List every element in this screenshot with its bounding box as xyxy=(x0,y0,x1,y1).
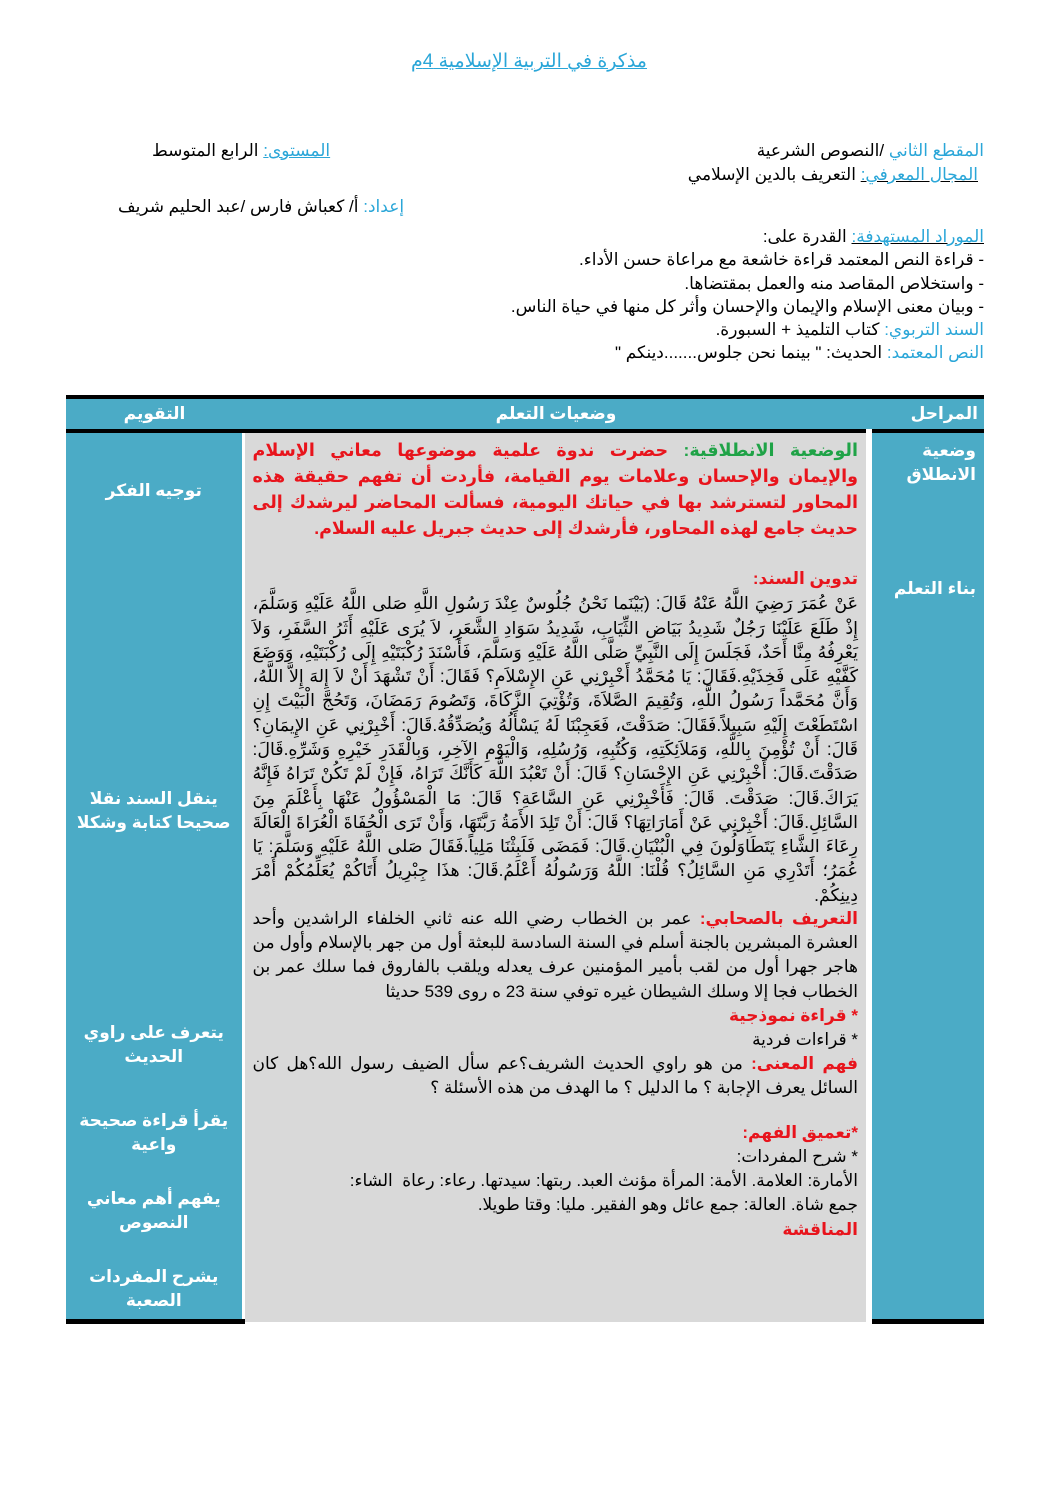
segment-value: /النصوص الشرعية xyxy=(756,141,885,160)
text-value: الحديث: " بينما نحن جلوس.......دينكم " xyxy=(614,343,883,363)
prepared-label: إعداد: xyxy=(363,197,405,216)
objective-item: - وبيان معنى الإسلام والإيمان والإحسان وأثر كل منها في حياة الناس. xyxy=(510,296,984,316)
companion-text: عمر بن الخطاب رضي الله عنه ثاني الخلفاء الراشدين وأحد العشرة المبشرين بالجنة أسلم في السنة السادسة للبعثة أول من جهر بالإسلام وأول من هاجر جهرا أول من لقب بأمير المؤمنين عرف يعدله ويلقب بالفاروق فما سلك عمر بن الخطاب فجا إلا وسلك الشيطان غيره توفي سنة 23 ه روى 539 حديثا xyxy=(252,909,858,1001)
evaluation-item: ينقل السند نقلا صحيحا كتابة وشكلا xyxy=(76,789,231,832)
resources-value: القدرة على: xyxy=(762,227,847,246)
header-evaluation: التقويم xyxy=(66,397,243,431)
support-label: السند التربوي: xyxy=(884,320,984,340)
resources-line xyxy=(384,225,984,248)
evaluation-text: توجيه الفكر xyxy=(105,481,202,500)
meaning-text: من هو راوي الحديث الشريف؟عم سأل الضيف رسول الله؟هل كان السائل يعرف الإجابة ؟ ما الدليل ؟ ما الهدف من هذه الأسئلة ؟ xyxy=(252,1054,858,1098)
table-row xyxy=(66,549,984,1322)
companion-paragraph xyxy=(253,907,859,1004)
situation-text: حضرت ندوة علمية موضوعها معاني الإسلام والإيمان والإحسان وعلامات يوم القيامة، فأردت أن تفهم حقيقة هذه المحاور لتسترشد بها في حياتك اليومية، فسألت المحاضر ليرشدك إلى حديث جامع لهذه المحاور، فأرشدك إلى حديث جبريل عليه السلام. xyxy=(252,440,858,538)
table-row xyxy=(66,431,984,549)
domain-value: التعريف بالدين الإسلامي xyxy=(687,165,856,184)
discussion-label: المناقشة xyxy=(782,1219,858,1239)
meaning-label: فهم المعنى: xyxy=(751,1054,859,1074)
stage-launch: وضعية الانطلاق xyxy=(869,431,984,549)
domain-label: المجال المعرفي: xyxy=(860,165,978,184)
launch-situation-cell xyxy=(243,431,869,549)
evaluation-item: يشرح المفردات الصعبة xyxy=(89,1267,219,1310)
meaning-paragraph xyxy=(253,1052,859,1100)
header-stages: المراحل xyxy=(869,397,984,431)
deepen-label: *تعميق الفهم: xyxy=(742,1122,858,1142)
situation-label: الوضعية الانطلاقية: xyxy=(683,440,858,460)
domain-line xyxy=(688,164,978,186)
level-line xyxy=(152,140,330,162)
segment-line xyxy=(757,140,984,162)
level-label: المستوى: xyxy=(263,141,331,160)
vocab-label: * شرح المفردات: xyxy=(736,1146,858,1166)
individual-reading: * قراءات فردية xyxy=(752,1030,858,1050)
sanad-label: تدوين السند: xyxy=(752,569,858,588)
text-line xyxy=(384,341,984,364)
model-reading: * قراءة نموذجية xyxy=(729,1005,858,1025)
segment-label: المقطع الثاني xyxy=(888,141,984,160)
document-title: مذكرة في التربية الإسلامية 4م xyxy=(411,51,647,72)
objective-item: - واستخلاص المقاصد منه والعمل بمقتضاها. xyxy=(684,273,984,293)
stage-build xyxy=(869,549,984,1322)
build-learning-cell xyxy=(243,549,869,1322)
objective-item: - قراءة النص المعتمد قراءة خاشعة مع مراعاة حسن الأداء. xyxy=(579,250,984,270)
prepared-line xyxy=(118,196,404,218)
companion-label: التعريف بالصحابي: xyxy=(699,909,859,929)
prepared-value: أ/ كعباش فارس /عبد الحليم شريف xyxy=(118,197,359,216)
evaluation-cell xyxy=(66,549,243,1322)
objectives-block xyxy=(384,225,984,365)
lesson-plan-table xyxy=(66,395,984,1324)
evaluation-item: يتعرف على راوي الحديث xyxy=(83,1023,224,1066)
header-learning: وضعيات التعلم xyxy=(243,397,869,431)
level-value: الرابع المتوسط xyxy=(152,141,259,160)
evaluation-item: يقرأ قراءة صحيحة واعية xyxy=(79,1111,229,1154)
evaluation-cell xyxy=(66,431,243,549)
evaluation-item: يفهم أهم معاني النصوص xyxy=(86,1189,221,1232)
text-label: النص المعتمد: xyxy=(886,343,984,363)
vocab-line: الأمارة: العلامة. الأمة: المرأة مؤنث العبد. ربتها: سيدتها. رعاء: رعاة الشاء: xyxy=(349,1171,858,1191)
hadith-text: عَنْ عُمَرَ رَضِيَ اللَّهُ عَنْهُ قَالَ: (بَيْنَما نَحْنُ جُلُوسٌ عِنْدَ رَسُولِ اللَّهِ صَلى اللَّهُ عَلَيْهِ وَسَلَّمَ، إِذْ طَلَعَ عَلَيْنَا رَجُلٌ شَدِيدُ بَيَاضِ الثِّيَابِ، شَدِيدُ سَوَادِ الشَّعَرِ، لاَ يُرَى عَلَيْهِ أَثَرُ السَّفَرِ، وَلاَ يَعْرِفُهُ مِنَّا أَحَدٌ، فَجَلَسَ إِلَى النَّبِيِّ صَلَّى اللَّهُ عَلَيْهِ وَسَلَّمَ، فَأَسْنَدَ رُكْبَتَيْهِ إِلَى رُكْبَتَيْهِ، وَوَضَعَ كَفَّيْهِ عَلَى فَخِذَيْهِ.فَقَالَ: يَا مُحَمَّدُ أَخْبِرْنِي عَنِ الإِسْلاَمِ؟ فَقَالَ: أَنْ تَشْهَدَ أَنْ لاَ إِلهَ إِلاَّ اللَّهُ، وَأَنَّ مُحَمَّداً رَسُولُ اللَّهِ، وَتُقِيمَ الصَّلاَةَ، وَتُؤْتِيَ الزَّكَاةَ، وَتَصُومَ رَمَضَانَ، وَتَحُجَّ الْبَيْتَ إِنِ اسْتَطَعْتَ إِلَيْهِ سَبِيلاً.فَقَالَ: صَدَقْتَ، فَعَجِبْنَا لَهُ يَسْأَلُهُ وَيُصَدِّقُهُ.قَالَ: أَخْبِرْنِي عَنِ الإِيمَانِ؟ قَالَ: أَنْ تُؤْمِنَ بِاللَّهِ، وَمَلاَئِكَتِهِ، وَكُتُبِهِ، وَرُسُلِهِ، وَالْيَوْمِ الآخِرِ، وَبِالْقَدَرِ خَيْرِهِ وَشَرِّهِ.قَالَ: صَدَقْتَ.قَالَ: أَخْبِرْنِي عَنِ الإِحْسَانِ؟ قَالَ: أَنْ تَعْبُدَ اللَّهَ كَأَنَّكَ تَرَاهُ، فَإِنْ لَمْ تَكُنْ تَرَاهُ فَإِنَّهُ يَرَاكَ.قَالَ: صَدَقْتَ. قَالَ: فَأَخْبِرْنِي عَنِ السَّاعَةِ؟ قَالَ: مَا الْمَسْؤُولُ عَنْهَا بِأَعْلَمَ مِنَ السَّائِلِ.قَالَ: أَخْبِرْنِي عَنْ أَمَارَاتِهَا؟ قَالَ: أَنْ تَلِدَ الأَمَةُ رَبَّتَهَا، وَأَنْ تَرَى الْحُفَاةَ الْعُرَاةَ الْعَالَةَ رِعَاءَ الشَّاءِ يَتَطَاوَلُونَ فِي الْبُنْيَانِ.قَالَ: فَمَضَى فَلَبِثْنَا مَلِياً.فَقَالَ صَلى اللَّهُ عَلَيْهِ وَسَلَّمَ: يَا عُمَرُ؛ أَتَدْرِي مَنِ السَّائِلُ؟ قُلْنَا: اللَّهُ وَرَسُولُهُ أَعْلَمُ.قَالَ: هذَا جِبْرِيلُ أَتَاكُمْ يُعَلِّمُكُمْ أَمْرَ دِينِكُمْ. xyxy=(252,593,858,905)
support-line xyxy=(384,318,984,341)
resources-label: الموراد المستهدفة: xyxy=(851,227,984,246)
support-value: كتاب التلميذ + السبورة. xyxy=(715,320,880,340)
stage-build-label: بناء التعلم xyxy=(893,579,976,598)
vocab-line: جمع شاة. العالة: جمع عائل وهو الفقير. مليا: وقتا طويلا. xyxy=(477,1195,858,1215)
table-header-row xyxy=(66,397,984,431)
